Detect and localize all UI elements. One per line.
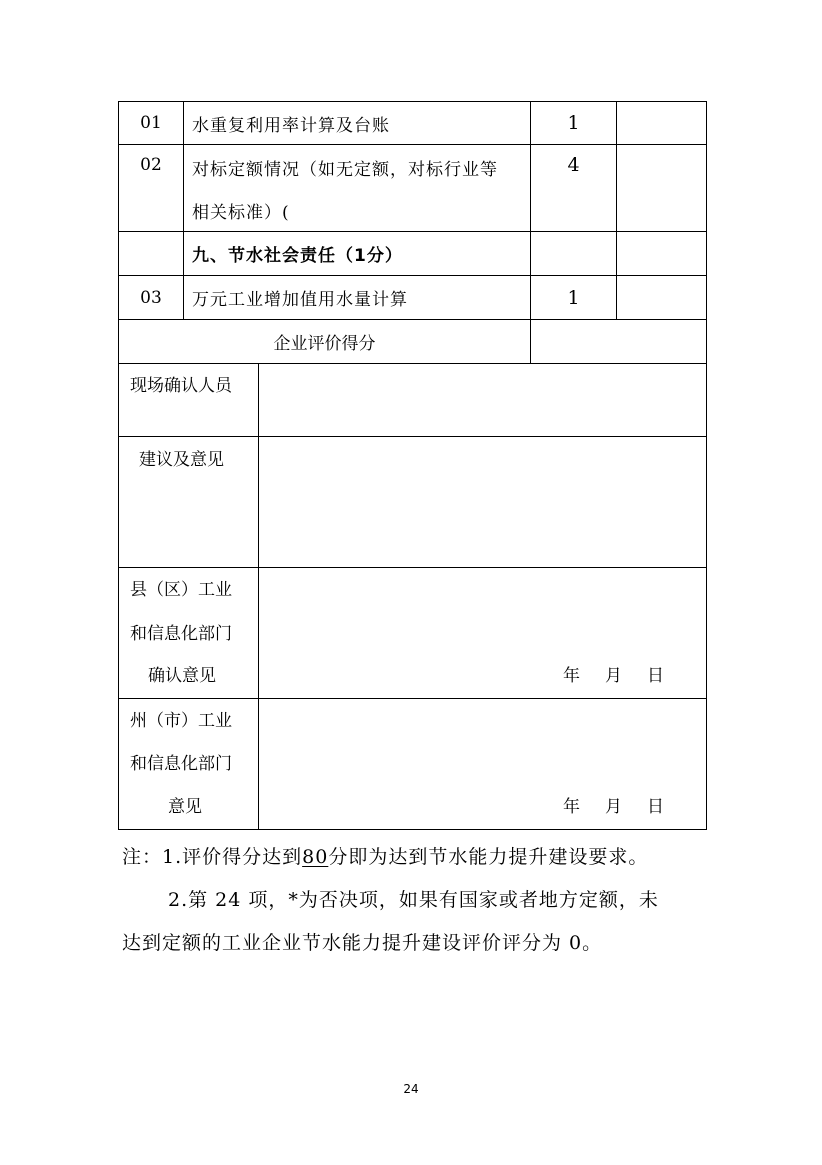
row-item-line1: 对标定额情况（如无定额，对标行业等 <box>192 159 498 180</box>
table-border-left <box>118 101 119 830</box>
row-divider <box>118 436 707 437</box>
date-month: 月 <box>605 666 622 686</box>
row-item: 水重复利用率计算及台账 <box>192 115 390 136</box>
col-divider <box>258 363 259 830</box>
note-2-line1: 2.第 24 项，*为否决项，如果有国家或者地方定额，未 <box>168 889 659 911</box>
col-divider <box>183 101 184 320</box>
row-num: 02 <box>140 155 162 175</box>
date-day: 日 <box>647 797 664 817</box>
note-2-line2: 达到定额的工业企业节水能力提升建设评价评分为 0。 <box>122 932 603 954</box>
section-heading: 九、节水社会责任（1分） <box>192 246 403 266</box>
row-divider <box>118 698 707 699</box>
county-label-line1: 县（区）工业 <box>130 580 232 600</box>
prefecture-label-line1: 州（市）工业 <box>130 711 232 731</box>
table-border-right <box>706 101 707 830</box>
row-num: 03 <box>140 287 162 308</box>
col-divider <box>616 101 617 320</box>
note-1 <box>122 842 648 869</box>
row-item: 万元工业增加值用水量计算 <box>192 290 408 310</box>
note-1-prefix: 注：1.评价得分达到 <box>122 846 303 868</box>
row-divider <box>118 144 707 145</box>
page-number: 24 <box>403 1082 419 1096</box>
row-score: 1 <box>567 286 580 309</box>
onsite-confirm-label: 现场确认人员 <box>130 376 232 396</box>
row-score: 1 <box>567 112 580 134</box>
date-day: 日 <box>647 666 664 686</box>
enterprise-score-label: 企业评价得分 <box>273 334 376 354</box>
date-year: 年 <box>563 797 580 817</box>
note-1-suffix: 分即为达到节水能力提升建设要求。 <box>328 846 649 868</box>
suggestions-label: 建议及意见 <box>139 450 224 470</box>
prefecture-label-line2: 和信息化部门 <box>130 754 232 774</box>
row-item-line2: 相关标准）( <box>192 202 290 223</box>
row-num: 01 <box>140 113 162 133</box>
note-1-threshold: 80 <box>302 846 329 868</box>
date-year: 年 <box>563 666 580 686</box>
prefecture-label-line3: 意见 <box>168 797 202 817</box>
prefecture-date <box>563 799 664 816</box>
row-divider <box>118 567 707 568</box>
table-border-bottom <box>118 829 707 830</box>
county-label-line3: 确认意见 <box>148 666 216 686</box>
date-month: 月 <box>605 797 622 817</box>
row-score: 4 <box>567 154 580 176</box>
county-date <box>563 668 664 685</box>
county-label-line2: 和信息化部门 <box>130 624 232 644</box>
row-divider <box>118 363 707 364</box>
